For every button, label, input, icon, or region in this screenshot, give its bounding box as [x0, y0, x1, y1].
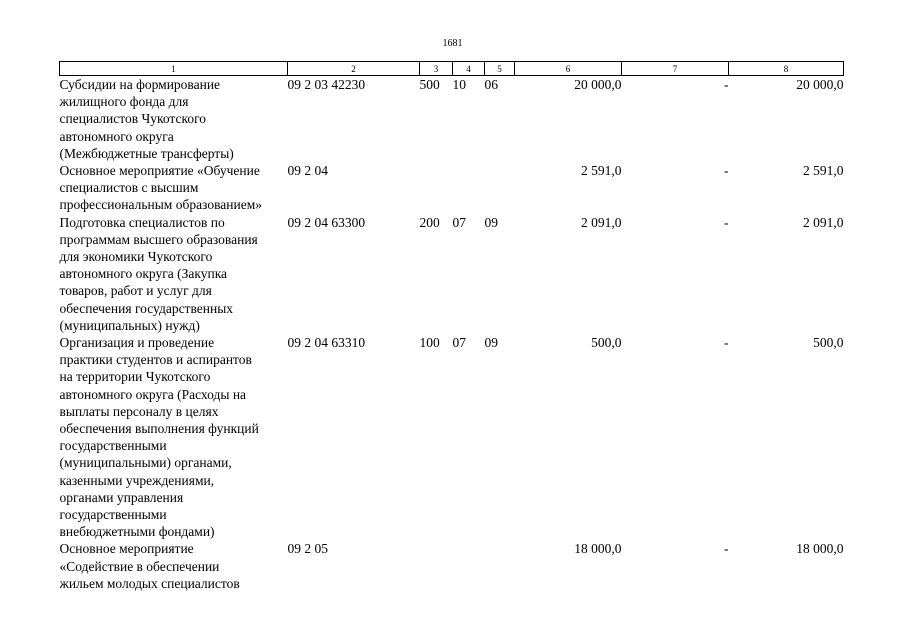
item-name-line: Основное мероприятие «Обучение	[59, 163, 260, 179]
item-name-line: государственными	[59, 507, 167, 523]
item-name-line: автономного округа (Закупка	[59, 266, 228, 282]
item-name-line: программам высшего образования	[59, 231, 258, 247]
col7-value: -	[724, 163, 729, 179]
item-name	[60, 76, 288, 163]
item-name-line: практики студентов и аспирантов	[59, 352, 252, 368]
col6-amount: 2 091,0	[581, 214, 622, 230]
item-code: 09 2 03 42230	[287, 77, 366, 92]
col4-value	[453, 540, 485, 592]
table-row	[60, 334, 844, 540]
col8-amount: 500,0	[813, 335, 844, 351]
item-name	[60, 334, 288, 540]
item-name-line: Субсидии на формирование	[59, 77, 221, 92]
column-header-8: 8	[729, 62, 844, 76]
column-header-5: 5	[485, 62, 515, 76]
budget-table	[59, 61, 844, 592]
col3-value	[420, 162, 453, 214]
column-header-4: 4	[453, 62, 485, 76]
col5-value: 09	[484, 335, 498, 351]
col7-value: -	[724, 214, 729, 230]
column-header-6: 6	[515, 62, 622, 76]
item-name-line: специалистов Чукотского	[59, 111, 207, 127]
item-name-line: специалистов с высшим	[59, 180, 199, 196]
col8-amount: 2 091,0	[803, 214, 844, 230]
table-row	[60, 76, 844, 163]
col6-amount: 20 000,0	[574, 77, 622, 92]
col5-value	[485, 540, 515, 592]
table-row	[60, 162, 844, 214]
column-header-3: 3	[420, 62, 453, 76]
col3-value: 200	[419, 214, 440, 230]
item-name-line: профессиональным образованием»	[59, 197, 262, 213]
item-name-line: (Межбюджетные трансферты)	[59, 145, 234, 161]
item-name-line: органами управления	[59, 489, 184, 505]
item-name-line: жильем молодых специалистов	[59, 575, 240, 591]
table-row	[60, 214, 844, 334]
col7-value: -	[724, 335, 729, 351]
item-name-line: Организация и проведение	[59, 335, 215, 351]
col5-value	[485, 162, 515, 214]
item-code: 09 2 05	[287, 541, 328, 557]
item-name-line: обеспечения государственных	[59, 300, 234, 316]
item-name-line: жилищного фонда для	[59, 94, 189, 110]
table-row	[60, 540, 844, 592]
col4-value: 07	[452, 214, 466, 230]
page-number: 1681	[442, 38, 463, 49]
item-name-line: на территории Чукотского	[59, 369, 211, 385]
item-code: 09 2 04 63300	[287, 214, 366, 230]
column-header-7: 7	[622, 62, 729, 76]
item-name	[60, 162, 288, 214]
col3-value	[420, 540, 453, 592]
item-name-line: обеспечения выполнения функций	[59, 421, 259, 437]
item-name-line: казенными учреждениями,	[59, 472, 215, 488]
column-header-1: 1	[60, 62, 288, 76]
col8-amount: 18 000,0	[796, 541, 844, 557]
item-name-line: внебюджетными фондами)	[59, 524, 215, 540]
item-name-line: автономного округа (Расходы на	[59, 386, 247, 402]
item-name-line: товаров, работ и услуг для	[59, 283, 212, 299]
col4-value: 10	[452, 77, 466, 92]
item-name	[60, 214, 288, 334]
col4-value	[453, 162, 485, 214]
item-name-line: Подготовка специалистов по	[59, 214, 225, 230]
item-name-line: выплаты персоналу в целях	[59, 403, 219, 419]
item-name-line: (муниципальными) органами,	[59, 455, 232, 471]
item-code: 09 2 04	[287, 163, 328, 179]
col3-value: 500	[419, 77, 440, 92]
item-name-line: государственными	[59, 438, 167, 454]
item-code: 09 2 04 63310	[287, 335, 366, 351]
col3-value: 100	[419, 335, 440, 351]
item-name-line: (муниципальных) нужд)	[59, 317, 200, 333]
col6-amount: 500,0	[591, 335, 622, 351]
col8-amount: 2 591,0	[803, 163, 844, 179]
col8-amount: 20 000,0	[796, 77, 844, 92]
item-name-line: для экономики Чукотского	[59, 249, 213, 265]
col4-value: 07	[452, 335, 466, 351]
item-name	[60, 540, 288, 592]
item-name-line: автономного округа	[59, 128, 174, 144]
item-name-line: Основное мероприятие	[59, 541, 194, 557]
col5-value: 09	[484, 214, 498, 230]
header-row	[60, 62, 844, 76]
col7-value: -	[724, 77, 729, 92]
col7-value: -	[724, 541, 729, 557]
item-name-line: «Содействие в обеспечении	[59, 558, 220, 574]
col6-amount: 2 591,0	[581, 163, 622, 179]
col6-amount: 18 000,0	[574, 541, 622, 557]
column-header-2: 2	[288, 62, 420, 76]
col5-value: 06	[484, 77, 498, 92]
